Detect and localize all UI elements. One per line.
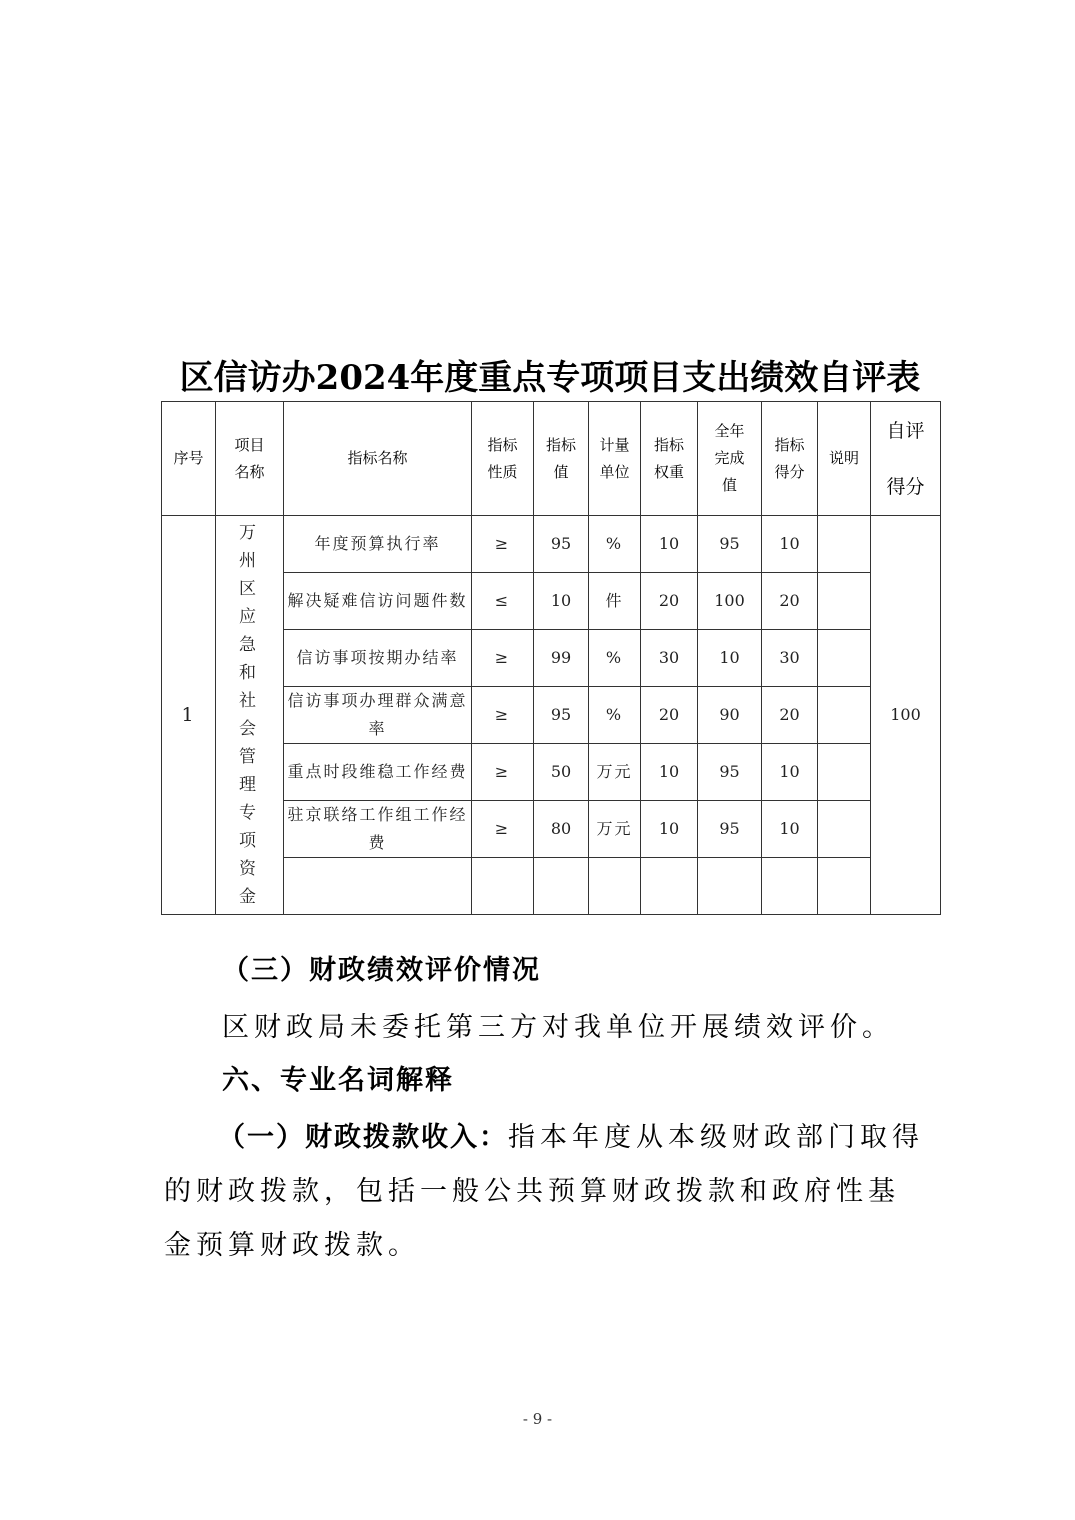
header-unit xyxy=(589,402,641,516)
cell-nature: ≤ xyxy=(472,573,534,630)
cell-unit: % xyxy=(589,687,641,744)
page-number: - 9 - xyxy=(522,1410,553,1428)
cell-unit: 万元 xyxy=(589,801,641,858)
header-weight xyxy=(641,402,698,516)
cell-value: 50 xyxy=(534,744,589,801)
cell-value: 95 xyxy=(534,516,589,573)
cell-project-name xyxy=(216,516,284,915)
header-score xyxy=(762,402,818,516)
cell-note xyxy=(818,744,871,801)
cell-value: 99 xyxy=(534,630,589,687)
term-definition-text: 指本年度从本级财政部门取得的财政拨款，包括一般公共预算财政拨款和政府性基金预算财政拨款。 xyxy=(164,1122,924,1261)
cell-note xyxy=(818,687,871,744)
cell-actual: 95 xyxy=(698,801,762,858)
cell-indicator-name: 解决疑难信访问题件数 xyxy=(284,573,472,630)
header-project-name-text: 项目名称 xyxy=(234,435,265,481)
cell-indicator-name: 信访事项办理群众满意率 xyxy=(284,687,472,744)
cell-seq: 1 xyxy=(162,516,216,915)
table-title: 区信访办2024年度重点专项项目支出绩效自评表 xyxy=(179,358,921,398)
cell-value: 10 xyxy=(534,573,589,630)
cell-score: 20 xyxy=(762,687,818,744)
cell-weight: 10 xyxy=(641,801,698,858)
cell-weight: 20 xyxy=(641,573,698,630)
term-label: （一）财政拨款收入： xyxy=(218,1122,508,1153)
header-annual-actual-text: 全年完成值 xyxy=(714,422,745,494)
table-row xyxy=(162,516,941,573)
cell-weight xyxy=(641,858,698,915)
cell-score: 10 xyxy=(762,744,818,801)
cell-note xyxy=(818,801,871,858)
header-weight-text: 指标权重 xyxy=(653,435,684,481)
header-self-score xyxy=(871,402,941,516)
header-note: 说明 xyxy=(818,402,871,516)
cell-actual: 90 xyxy=(698,687,762,744)
cell-value xyxy=(534,858,589,915)
cell-unit: 件 xyxy=(589,573,641,630)
section3-heading: （三）财政绩效评价情况 xyxy=(222,955,541,986)
cell-weight: 10 xyxy=(641,516,698,573)
section6-heading: 六、专业名词解释 xyxy=(222,1065,454,1096)
cell-weight: 30 xyxy=(641,630,698,687)
cell-score xyxy=(762,858,818,915)
cell-indicator-name: 重点时段维稳工作经费 xyxy=(284,744,472,801)
cell-actual xyxy=(698,858,762,915)
cell-weight: 10 xyxy=(641,744,698,801)
header-score-text: 指标得分 xyxy=(774,435,805,481)
header-self-score-text: 自评得分 xyxy=(886,419,925,498)
cell-score: 10 xyxy=(762,801,818,858)
cell-value: 95 xyxy=(534,687,589,744)
cell-nature: ≥ xyxy=(472,687,534,744)
cell-unit: 万元 xyxy=(589,744,641,801)
performance-table xyxy=(161,401,941,915)
header-indicator-value-text: 指标值 xyxy=(545,435,576,481)
cell-actual: 100 xyxy=(698,573,762,630)
cell-total-score: 100 xyxy=(871,516,941,915)
cell-unit: % xyxy=(589,516,641,573)
cell-note xyxy=(818,573,871,630)
header-indicator-nature-text: 指标性质 xyxy=(487,435,518,481)
cell-note xyxy=(818,858,871,915)
cell-unit xyxy=(589,858,641,915)
header-seq: 序号 xyxy=(162,402,216,516)
cell-nature: ≥ xyxy=(472,744,534,801)
cell-nature xyxy=(472,858,534,915)
cell-actual: 10 xyxy=(698,630,762,687)
cell-indicator-name: 信访事项按期办结率 xyxy=(284,630,472,687)
cell-actual: 95 xyxy=(698,516,762,573)
cell-indicator-name: 年度预算执行率 xyxy=(284,516,472,573)
header-row xyxy=(162,402,941,516)
cell-nature: ≥ xyxy=(472,516,534,573)
cell-nature: ≥ xyxy=(472,630,534,687)
header-unit-text: 计量单位 xyxy=(599,435,630,481)
header-indicator-nature xyxy=(472,402,534,516)
cell-unit: % xyxy=(589,630,641,687)
cell-nature: ≥ xyxy=(472,801,534,858)
cell-score: 10 xyxy=(762,516,818,573)
cell-indicator-name xyxy=(284,858,472,915)
cell-actual: 95 xyxy=(698,744,762,801)
header-indicator-name: 指标名称 xyxy=(284,402,472,516)
cell-note xyxy=(818,516,871,573)
cell-score: 30 xyxy=(762,630,818,687)
section3-paragraph: 区财政局未委托第三方对我单位开展绩效评价。 xyxy=(222,1012,894,1043)
header-annual-actual xyxy=(698,402,762,516)
cell-score: 20 xyxy=(762,573,818,630)
header-project-name xyxy=(216,402,284,516)
header-indicator-value xyxy=(534,402,589,516)
cell-value: 80 xyxy=(534,801,589,858)
term-definition xyxy=(164,1111,924,1273)
project-name-text: 万州区应急和社会管理专项资金 xyxy=(239,523,260,907)
cell-indicator-name: 驻京联络工作组工作经费 xyxy=(284,801,472,858)
cell-weight: 20 xyxy=(641,687,698,744)
cell-note xyxy=(818,630,871,687)
